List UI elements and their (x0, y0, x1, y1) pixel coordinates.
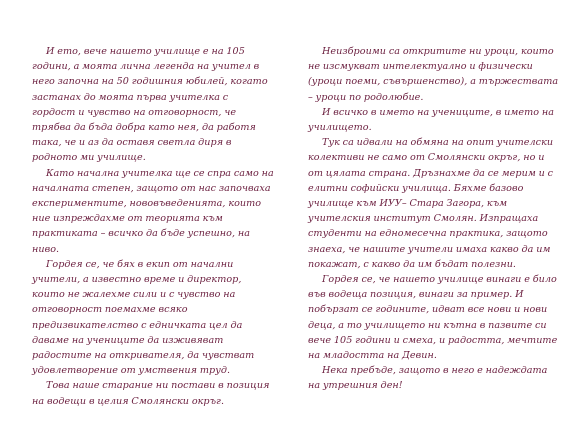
right-paragraph-2: И всичко в името на учениците, в името на училището. (308, 106, 555, 134)
right-paragraph-3: Тук са идвали на обмяна на опит учителски колективи не само от Смолянски окръг, но и от цялата страна. Дръзнахме да се мерим и с елитни софийски училища. Бяхме базово училище към ИУУ– Стара Загора, към учителския институт Смолян. Изпращаха студенти на едномесечна практика, защото знаеха, че нашите учители имаха какво да им покажат, с какво да им бъдат полезни. (308, 137, 554, 270)
right-paragraph-5: Нека пребъде, защото в него е надеждата на утрешния ден! (308, 365, 548, 392)
left-paragraph-4: Това наше старание ни постави в позиция на водещи в целия Смолянски окръг. (32, 380, 270, 407)
right-page (290, 0, 580, 446)
right-paragraph-1: Неизброими са откритите ни уроци, които не изсмукват интелектуално и физически (уроци поеми, съвършенство), а тържествата – уроци по родолюбие. (308, 46, 559, 103)
left-paragraph-2: Като начална учителка ще се спра само на началната степен, защото от нас започваха експериментите, нововъведенията, които ние изпреждахме от теорията към практиката – всичко да бъде успешно, на ниво. (32, 167, 274, 255)
right-paragraph-4: Гордея се, че нашето училище винаги е било във водеща позиция, винаги за пример. И побързат се годините, идват все нови и нови деца, а то училището ни кътна в пазвите си вече 105 години и смеха, и радостта, мечтите на младостта на Девин. (308, 274, 558, 362)
left-paragraph-1: И ето, вече нашето училище е на 105 години, а моята лична легенда на учител в него започна на 50 годишния юбилей, когато застанах до моята първа учителка с гордост и чувство на отговорност, че трябва да бъда добра като нея, да работя така, че и аз да оставя светла диря в родното ми училище. (32, 46, 268, 164)
left-paragraph-3: Гордея се, че бях в екип от начални учители, а известно време и директор, които не жалехме сили и с чувство на отговорност поемахме всяко предизвикателство с едничката цел да даваме на учениците да изживяват радостите на откривателя, да чувстват удовлетворение от умствения труд. (32, 258, 255, 377)
